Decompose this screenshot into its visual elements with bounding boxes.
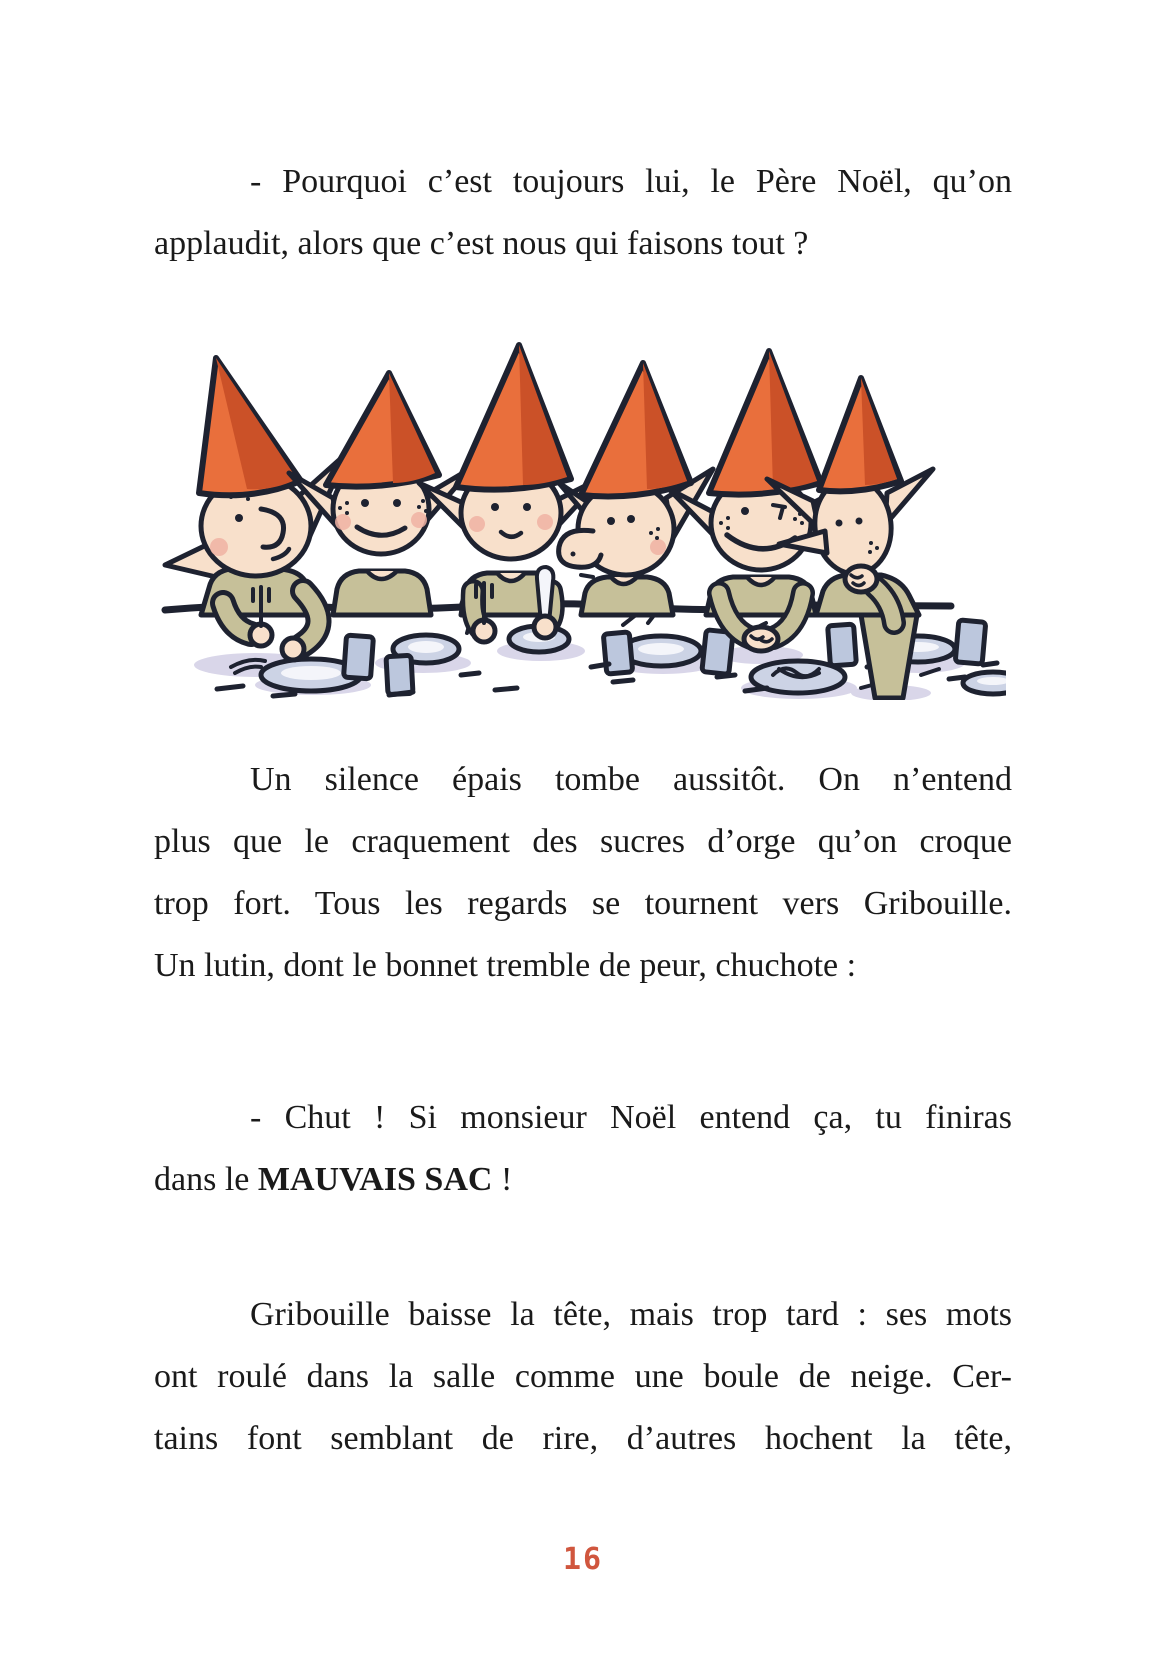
cup — [955, 620, 986, 664]
text-line: applaudit, alors que c’est nous qui faisons tout ? — [154, 225, 809, 262]
elves-illustration — [161, 333, 1006, 700]
text-line: Gribouille baisse la tête, mais trop tard : ses mots — [250, 1296, 1012, 1333]
text-line: ont roulé dans la salle comme une boule de neige. Cer- — [154, 1358, 1012, 1395]
elf-4 — [559, 363, 713, 615]
cup — [344, 635, 374, 679]
text-line: trop fort. Tous les regards se tournent vers Gribouille. — [154, 885, 1012, 922]
text-line — [154, 1149, 1012, 1211]
text-line: tains font semblant de rire, d’autres hochent la tête, — [154, 1420, 1012, 1457]
paragraph-4 — [154, 1284, 1012, 1470]
page-number: 16 — [562, 1542, 604, 1577]
paragraph-1 — [154, 151, 1012, 275]
paragraph-3 — [154, 1087, 1012, 1211]
plate — [963, 672, 1006, 694]
text-line: plus que le craquement des sucres d’orge qu’on croque — [154, 823, 1012, 860]
text-segment: dans le — [154, 1161, 258, 1198]
bold-text-segment: MAUVAIS SAC — [257, 1161, 493, 1198]
text-line: Un lutin, dont le bonnet tremble de peur, chuchote : — [154, 947, 857, 984]
text-line: - Chut ! Si monsieur Noël entend ça, tu finiras — [250, 1099, 1012, 1136]
text-segment: ! — [492, 1161, 513, 1198]
cup — [603, 632, 632, 674]
text-line: Un silence épais tombe aussitôt. On n’entend — [250, 761, 1012, 798]
cup — [828, 624, 857, 666]
text-line: - Pourquoi c’est toujours lui, le Père Noël, qu’on — [250, 163, 1012, 200]
paragraph-2 — [154, 749, 1012, 997]
cup — [386, 655, 413, 694]
